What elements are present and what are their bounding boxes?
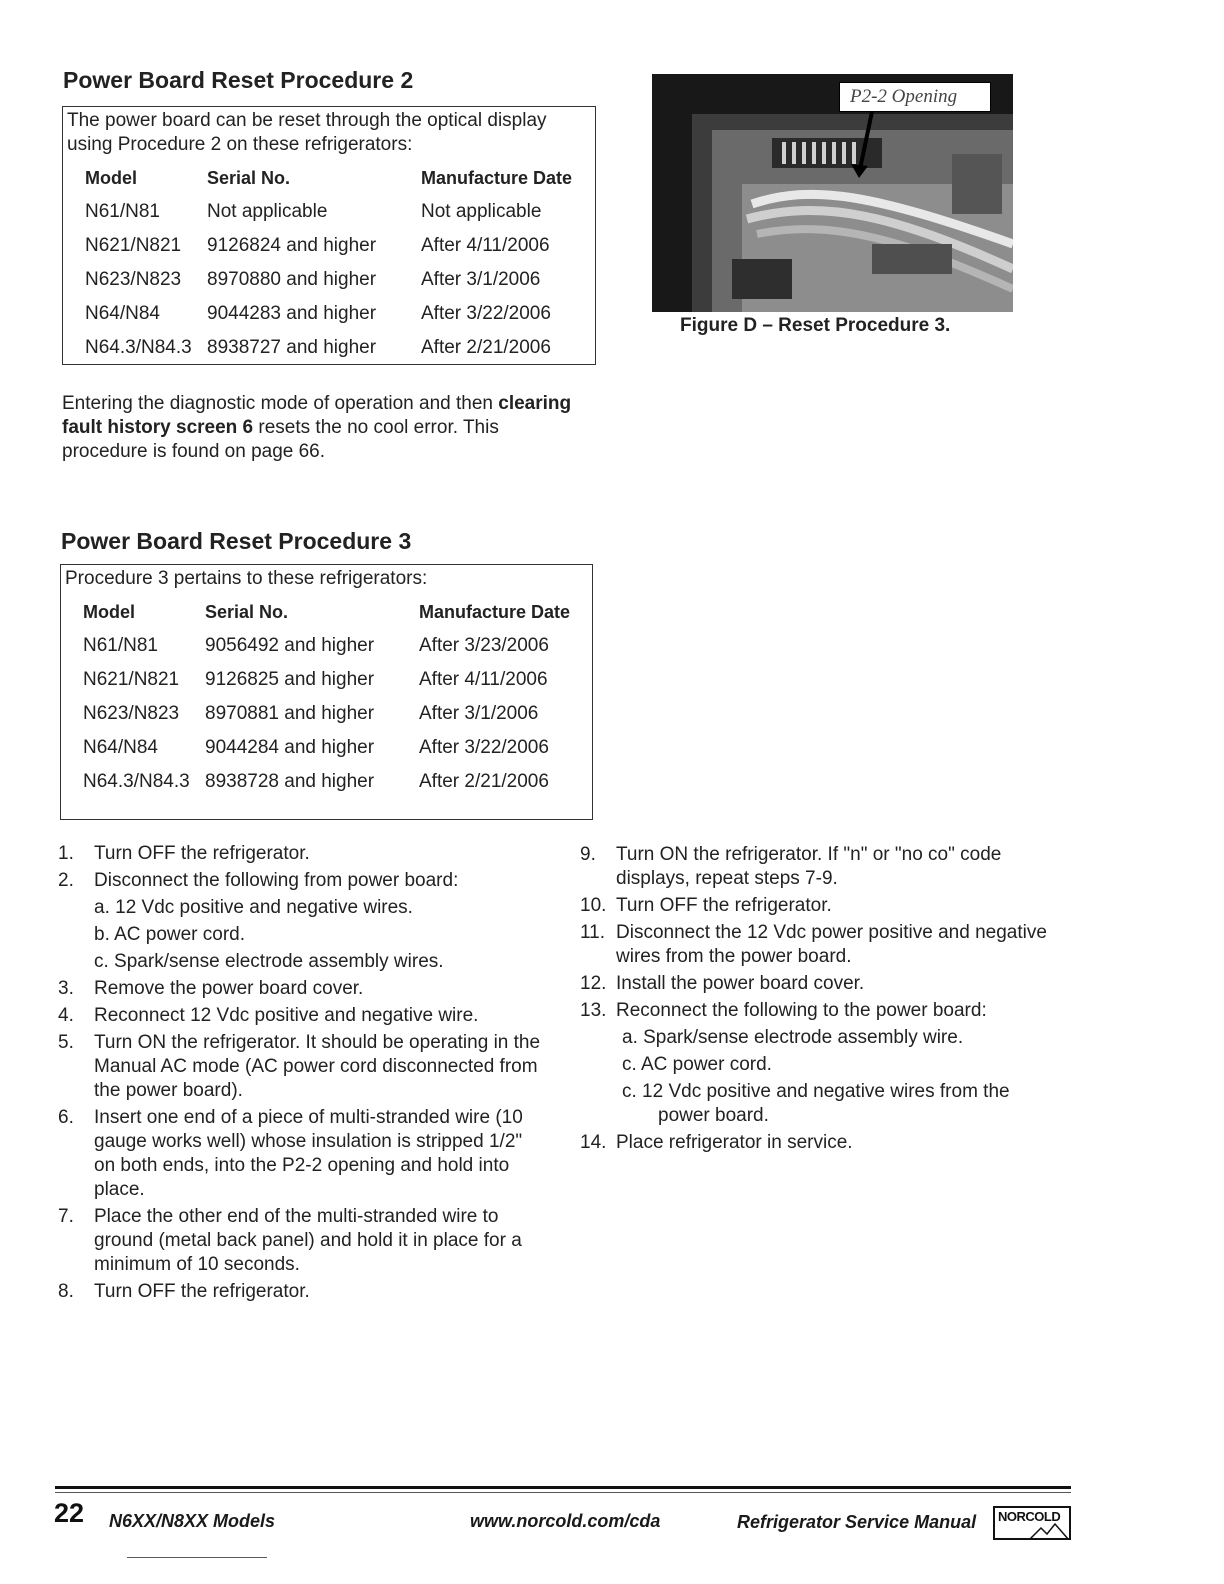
table-row [83,663,589,697]
section2-table [85,161,591,365]
table-row [85,331,591,365]
steps-left [58,842,548,1307]
section2-paragraph [62,392,572,464]
para-pre: Entering the diagnostic mode of operation and then [62,393,499,414]
step-text: Disconnect the 12 Vdc power positive and negative wires from the power board. [616,922,1047,967]
date-cell: After 3/22/2006 [421,303,551,324]
step-text: Turn ON the refrigerator. If "n" or "no co" code displays, repeat steps 7-9. [616,844,1002,889]
model-cell: N61/N81 [83,635,158,656]
table-row [85,297,591,331]
list-item [580,1131,1050,1155]
step-number: 13. [580,1000,607,1021]
section2-intro: The power board can be reset through the optical display using Procedure 2 on these refrigerators: [67,110,547,155]
section3-table [83,595,589,799]
substep: c. Spark/sense electrode assembly wires. [94,951,444,972]
step-text: Turn ON the refrigerator. It should be operating in the Manual AC mode (AC power cord disconnected from the power board). [94,1032,541,1101]
substep: c. AC power cord. [622,1054,772,1075]
substep: c. 12 Vdc positive and negative wires from the power board. [622,1081,1010,1126]
norcold-logo-text: NORCOLD [998,1509,1061,1524]
model-cell: N64.3/N84.3 [85,337,192,358]
step-text: Turn OFF the refrigerator. [94,843,310,864]
model-cell: N64/N84 [83,737,158,758]
step-text: Disconnect the following from power board: [94,870,459,891]
step-number: 6. [58,1107,74,1128]
step-number: 9. [580,844,596,865]
figure-caption: Figure D – Reset Procedure 3. [680,315,951,336]
serial-cell: Not applicable [207,201,328,222]
table-row [83,765,589,799]
serial-cell: 9044283 and higher [207,303,377,324]
mountain-icon [1029,1522,1069,1540]
figure-label: P2-2 Opening [850,86,958,107]
date-cell: After 3/23/2006 [419,635,549,656]
serial-cell: 8970881 and higher [205,703,375,724]
header-serial: Serial No. [205,601,289,622]
serial-cell: 8970880 and higher [207,269,377,290]
list-item [580,921,1050,969]
table-row [83,731,589,765]
table-row [85,263,591,297]
footer-models: N6XX/N8XX Models [109,1511,276,1531]
table-row [85,195,591,229]
footer-url[interactable]: www.norcold.com/cda [470,1511,661,1531]
para-bold: clearing fault history screen 6 [62,393,572,438]
date-cell: After 3/1/2006 [421,269,541,290]
list-item [58,1004,548,1028]
step-text: Turn OFF the refrigerator. [616,895,832,916]
list-item [58,869,548,974]
footer-rule-thin [55,1492,1071,1493]
section2-box [62,106,596,365]
footer-rule [55,1486,1071,1489]
serial-cell: 9126824 and higher [207,235,377,256]
step-number: 8. [58,1281,74,1302]
model-cell: N623/N823 [85,269,182,290]
page-number: 22 [54,1498,85,1528]
list-item [580,843,1050,891]
section3-intro: Procedure 3 pertains to these refrigerators: [65,568,428,589]
list-item [58,977,548,1001]
step-number: 5. [58,1032,74,1053]
step-text: Reconnect 12 Vdc positive and negative wire. [94,1005,479,1026]
step-text: Install the power board cover. [616,973,865,994]
date-cell: After 3/22/2006 [419,737,549,758]
step-text: Insert one end of a piece of multi-stranded wire (10 gauge works well) whose insulation is stripped 1/2" on both ends, into the P2-2 opening and hold into place. [94,1107,523,1200]
step-number: 4. [58,1005,74,1026]
model-cell: N64.3/N84.3 [83,771,190,792]
date-cell: After 4/11/2006 [419,669,548,690]
model-cell: N621/N821 [85,235,182,256]
table-row [83,697,589,731]
list-item [58,1106,548,1202]
header-model: Model [85,167,137,188]
date-cell: After 3/1/2006 [419,703,539,724]
list-item [580,894,1050,918]
table-row [85,229,591,263]
norcold-logo [993,1506,1071,1540]
date-cell: After 4/11/2006 [421,235,550,256]
list-item [58,1280,548,1304]
step-number: 2. [58,870,74,891]
header-serial: Serial No. [207,167,291,188]
list-item [58,1205,548,1277]
section2-title: Power Board Reset Procedure 2 [63,67,414,93]
step-number: 12. [580,973,607,994]
header-model: Model [83,601,135,622]
serial-cell: 9126825 and higher [205,669,375,690]
footer-manual-title: Refrigerator Service Manual [737,1512,977,1532]
step-text: Place the other end of the multi-stranded wire to ground (metal back panel) and hold it in place for a minimum of 10 seconds. [94,1206,522,1275]
section3-title: Power Board Reset Procedure 3 [61,528,412,554]
serial-cell: 8938728 and higher [205,771,375,792]
steps-right [580,843,1050,1158]
date-cell: After 2/21/2006 [419,771,549,792]
date-cell: Not applicable [421,201,542,222]
header-date: Manufacture Date [419,601,571,622]
header-date: Manufacture Date [421,167,573,188]
substep: b. AC power cord. [94,924,246,945]
figure-d-photo [652,74,1013,312]
serial-cell: 8938727 and higher [207,337,377,358]
model-cell: N61/N81 [85,201,160,222]
list-item [580,999,1050,1128]
serial-cell: 9056492 and higher [205,635,375,656]
step-text: Remove the power board cover. [94,978,364,999]
section3-box [60,564,593,820]
list-item [58,1031,548,1103]
step-text: Turn OFF the refrigerator. [94,1281,310,1302]
substeps [94,896,548,974]
date-cell: After 2/21/2006 [421,337,551,358]
step-number: 10. [580,895,607,916]
para-post: resets the no cool error. This procedure is found on page 66. [62,417,499,462]
stray-link-underline [127,1557,267,1558]
serial-cell: 9044284 and higher [205,737,375,758]
model-cell: N621/N821 [83,669,180,690]
figure-label-box [839,82,991,112]
substeps [616,1026,1050,1128]
model-cell: N64/N84 [85,303,160,324]
substep: a. Spark/sense electrode assembly wire. [622,1027,964,1048]
step-number: 1. [58,843,74,864]
list-item [580,972,1050,996]
step-number: 7. [58,1206,74,1227]
step-number: 14. [580,1132,607,1153]
step-text: Reconnect the following to the power board: [616,1000,987,1021]
step-number: 11. [580,922,606,943]
substep: a. 12 Vdc positive and negative wires. [94,897,413,918]
step-text: Place refrigerator in service. [616,1132,853,1153]
table-row [83,629,589,663]
step-number: 3. [58,978,74,999]
model-cell: N623/N823 [83,703,180,724]
list-item [58,842,548,866]
